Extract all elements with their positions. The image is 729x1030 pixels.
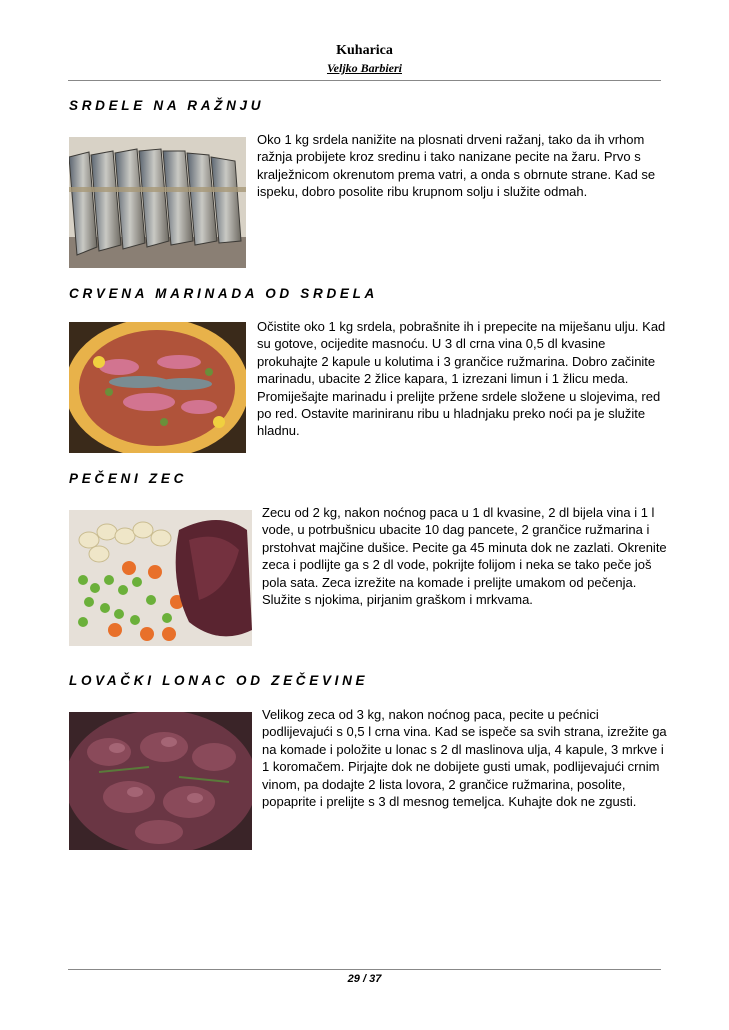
book-title: Kuharica (336, 43, 393, 58)
section-title-peceni-zec: PEČENI ZEC (69, 471, 188, 486)
section-title-lovacki-lonac: LOVAČKI LONAC OD ZEČEVINE (69, 673, 369, 688)
header-rule (68, 80, 661, 81)
document-header (0, 42, 729, 76)
grilled-sardines-photo (69, 137, 246, 268)
rabbit-stew-photo (69, 712, 252, 850)
book-author: Veljko Barbieri (326, 61, 402, 75)
recipe-text-marinada: Očistite oko 1 kg srdela, pobrašnite ih i prepecite na miješanu ulju. Kad su gotove, ocijedite masnoću. U 3 dl crna vina 0,5 dl kvasine prokuhajte 2 kapule u kolutima i 3 grančice ružmarina. Dobro začinite marinadu, ubacite 2 žlice kapara, 1 izrezani limun i 1 žlicu meda. Promiješajte marinadu i prelijte pržene srdele složene u slojevima, red po red. Ostavite mariniranu ribu u hladnjaku preko noći pa je služite hladnu. (257, 319, 666, 439)
footer-rule (68, 969, 661, 970)
marinated-sardines-photo (69, 322, 246, 453)
page-number: 29 / 37 (347, 973, 382, 985)
section-title-srdele: SRDELE NA RAŽNJU (69, 98, 265, 113)
recipe-text-peceni-zec: Zecu od 2 kg, nakon noćnog paca u 1 dl kvasine, 2 dl bijela vina i 1 l vode, u potrbušnicu ubacite 10 dag pancete, 2 grančice ružmarina i prstohvat majčine dušice. Pecite ga 45 minuta dok ne zazlati. Okrenite zeca i podlijte ga s 2 dl vode, pokrijte folijom i neka se tako peče još pola sata. Zeca izrežite na komade i prelijte umakom od pečenja. Služite s njokima, pirjanim graškom i mrkvama. (262, 505, 667, 608)
recipe-text-lovacki-lonac: Velikog zeca od 3 kg, nakon noćnog paca, pecite u pećnici podlijevajući s 0,5 l crna vina. Kad se ispeče sa svih strana, izrežite ga na komade i položite u lonac s 2 dl maslinova ulja, 4 kapule, 3 mrkve i 1 koromačem. Pirjajte dok ne dobijete gusti umak, podlijevajući crnim vinom, pa dodajte 2 lista lovora, 2 grančice ružmarina, posolite, popaprite i prelijte s 3 dl mesnog temeljca. Kuhajte dok ne zgusti. (262, 707, 667, 810)
recipe-text-srdele: Oko 1 kg srdela nanižite na plosnati drveni ražanj, tako da ih vrhom ražnja probijete kroz sredinu i tako nanizane pecite na žaru. Prvo s kralježnicom okrenutom prema vatri, a onda s obrnute strane. Kad se ispeku, dobro posolite ribu krupnom solju i služite odmah. (257, 132, 656, 200)
section-title-marinada: CRVENA MARINADA OD SRDELA (69, 286, 379, 301)
roast-rabbit-photo (69, 510, 252, 646)
